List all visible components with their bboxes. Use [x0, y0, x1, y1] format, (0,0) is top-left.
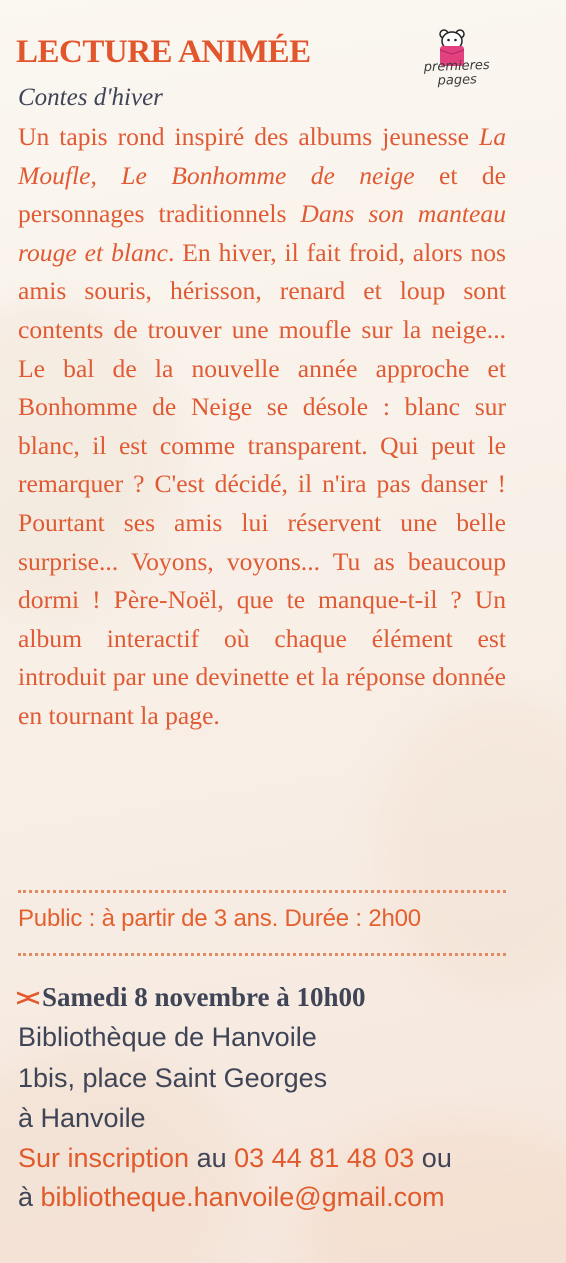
book-title-1: La Moufle, Le Bonhomme de neige	[18, 122, 506, 190]
event-date-text: Samedi 8 novembre à 10h00	[42, 982, 366, 1012]
registration-label: Sur inscription	[18, 1143, 190, 1173]
logo-line-1: premieres	[423, 57, 490, 76]
description-paragraph	[18, 118, 506, 736]
email-prefix: à	[18, 1182, 41, 1212]
page-subtitle: Contes d'hiver	[18, 84, 163, 111]
logo-wordmark	[402, 58, 513, 90]
registration-line	[18, 1143, 452, 1174]
book-title-2: Dans son manteau rouge et blanc	[18, 199, 506, 267]
audience-duration: Public : à partir de 3 ans. Durée : 2h00	[18, 905, 421, 932]
description-text-2: et de personnages traditionnels	[18, 160, 506, 229]
venue-name: Bibliothèque de Hanvoile	[18, 1022, 317, 1052]
email-line	[18, 1182, 445, 1213]
venue-city: à Hanvoile	[18, 1103, 146, 1133]
phone-number[interactable]: 03 44 81 48 03	[234, 1143, 415, 1173]
venue-address: 1bis, place Saint Georges	[18, 1063, 328, 1093]
email-link[interactable]: bibliotheque.hanvoile@gmail.com	[40, 1182, 445, 1212]
description-text-1: Un tapis rond inspiré des albums jeunesse	[18, 122, 479, 151]
page-title: LECTURE ANIMÉE	[16, 34, 311, 70]
event-date	[16, 982, 366, 1013]
logo-line-2: pages	[437, 72, 478, 89]
registration-connector: au	[189, 1143, 235, 1173]
dotted-divider-top	[18, 890, 506, 893]
dotted-divider-bottom	[18, 953, 506, 956]
description-text-3: . En hiver, il fait froid, alors nos amis souris, hérisson, renard et loup sont contents de trouver une moufle sur la neige... Le bal de la nouvelle année approche et Bonhomme de Neige se désole : blanc sur blanc, il est comme transparent. Qui peut le remarquer ? C'est décidé, il n'ira pas danser ! Pourtant ses amis lui réservent une belle surprise... Voyons, voyons... Tu as beaucoup dormi ! Père-Noël, que te manque-t-il ? Un album interactif où chaque élément est introduit par une devinette et la réponse donnée en tournant la page.	[18, 237, 507, 730]
registration-or: ou	[414, 1143, 452, 1173]
arrow-icon: ><	[16, 985, 37, 1012]
